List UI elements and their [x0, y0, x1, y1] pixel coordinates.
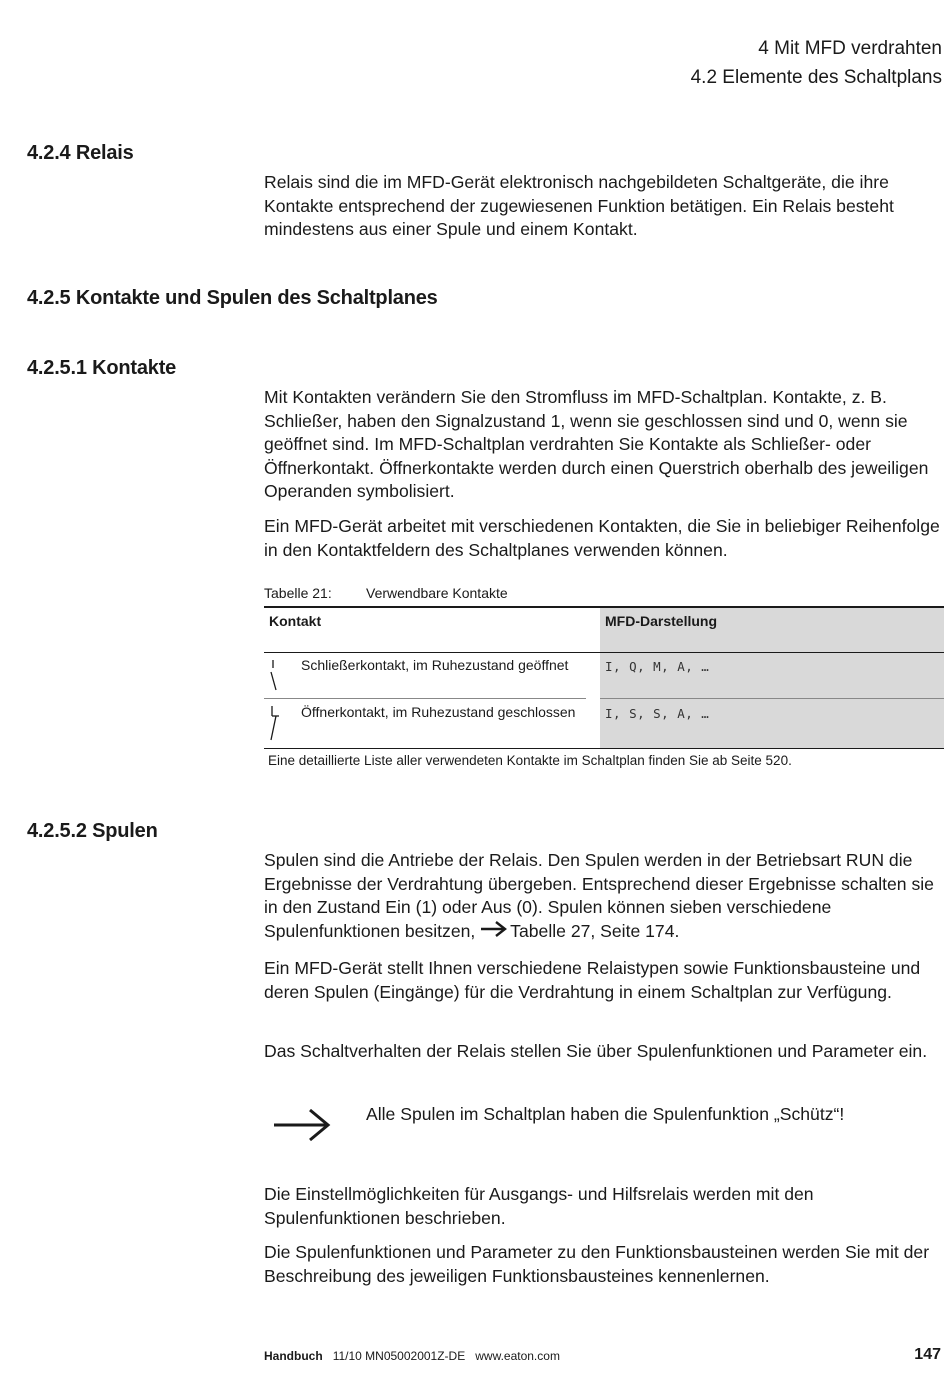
table-top-rule — [264, 606, 944, 608]
table-row-1-label: Schließerkontakt, im Ruhezustand geöffnet — [301, 657, 569, 673]
note-arrow-icon — [272, 1104, 332, 1149]
row-rule-right — [600, 698, 944, 699]
kontakte-paragraph-2: Ein MFD-Gerät arbeitet mit verschiedenen Kontakten, die Sie in beliebiger Reihenfolge in den Kontaktfeldern des Schaltplanes verwenden können. — [264, 516, 940, 560]
normally-open-contact-icon — [266, 658, 282, 697]
heading-4-2-5-2: 4.2.5.2 Spulen — [27, 820, 158, 842]
footer-doc-type: Handbuch — [264, 1349, 323, 1363]
section-title: 4.2 Elemente des Schaltplans — [690, 67, 942, 88]
spulen-paragraph-4: Die Einstellmöglichkeiten für Ausgangs- und Hilfsrelais werden mit den Spulenfunktionen beschrieben. — [264, 1184, 814, 1228]
kontakte-paragraph-1: Mit Kontakten verändern Sie den Stromfluss im MFD-Schaltplan. Kontakte, z. B. Schließer, haben den Signalzustand 1, wenn sie geschlossen sind und 0, wenn sie geöffnet sind. Im MFD-Schaltplan verdrahten Sie Kontakte als Schließer- oder Öffnerkontakt. Öffnerkontakte werden durch einen Querstrich oberhalb des jeweiligen Operanden symbolisiert. — [264, 387, 929, 501]
row-rule-left — [264, 698, 586, 699]
contacts-table — [264, 606, 944, 749]
normally-closed-contact-icon — [266, 704, 282, 747]
table-caption — [264, 585, 508, 601]
footer-url[interactable]: www.eaton.com — [475, 1349, 560, 1363]
spulen-paragraph-1 — [264, 849, 940, 944]
table-27-link[interactable]: Tabelle 27, Seite 174. — [510, 920, 680, 941]
table-row-2-label: Öffnerkontakt, im Ruhezustand geschlossen — [301, 704, 576, 720]
reference-arrow-icon — [480, 920, 508, 944]
table-row-1-mfd: I, Q, M, A, … — [605, 659, 710, 674]
spulen-paragraph-5: Die Spulenfunktionen und Parameter zu den Funktionsbausteinen werden Sie mit der Beschreibung des jeweiligen Funktionsbausteines kennenlernen. — [264, 1242, 930, 1286]
header-rule — [264, 652, 944, 653]
heading-4-2-4: 4.2.4 Relais — [27, 142, 134, 164]
table-caption-number: Tabelle 21: — [264, 585, 332, 601]
page-footer — [264, 1349, 560, 1363]
table-row-2-mfd: I, S, S, A, … — [605, 706, 710, 721]
footer-doc-ref: 11/10 MN05002001Z-DE — [332, 1349, 466, 1363]
heading-4-2-5-1: 4.2.5.1 Kontakte — [27, 357, 177, 379]
spulen-paragraph-2: Ein MFD-Gerät stellt Ihnen verschiedene Relaistypen sowie Funktionsbausteine und deren Spulen (Eingänge) für die Verdrahtung in einem Schaltplan zur Verfügung. — [264, 958, 921, 1002]
table-footnote: Eine detaillierte Liste aller verwendeten Kontakte im Schaltplan finden Sie ab Seite 520. — [268, 753, 792, 768]
note-text: Alle Spulen im Schaltplan haben die Spulenfunktion „Schütz“! — [366, 1104, 845, 1124]
relais-paragraph: Relais sind die im MFD-Gerät elektronisch nachgebildeten Schaltgeräte, die ihre Kontakte entsprechend der zugewiesenen Funktion betätigen. Ein Relais besteht mindestens aus einer Spule und einem Kontakt. — [264, 172, 894, 239]
spulen-paragraph-1-text: Spulen sind die Antriebe der Relais. Den Spulen werden in der Betriebsart RUN die Ergebnisse der Verdrahtung übergeben. Entsprechend dieser Ergebnisse schalten sie in den Zustand Ein (1) oder Aus (0). Spulen können sieben verschiedene Spulenfunktionen besitzen, — [264, 850, 934, 941]
chapter-title: 4 Mit MFD verdrahten — [758, 38, 942, 59]
column-header-kontakt: Kontakt — [269, 613, 322, 629]
page-number: 147 — [914, 1346, 941, 1363]
heading-4-2-5: 4.2.5 Kontakte und Spulen des Schaltplanes — [27, 287, 438, 309]
table-caption-title: Verwendbare Kontakte — [366, 585, 508, 601]
spulen-paragraph-3: Das Schaltverhalten der Relais stellen Sie über Spulenfunktionen und Parameter ein. — [264, 1041, 928, 1061]
column-header-mfd: MFD-Darstellung — [605, 613, 717, 629]
table-bottom-rule — [264, 748, 944, 749]
